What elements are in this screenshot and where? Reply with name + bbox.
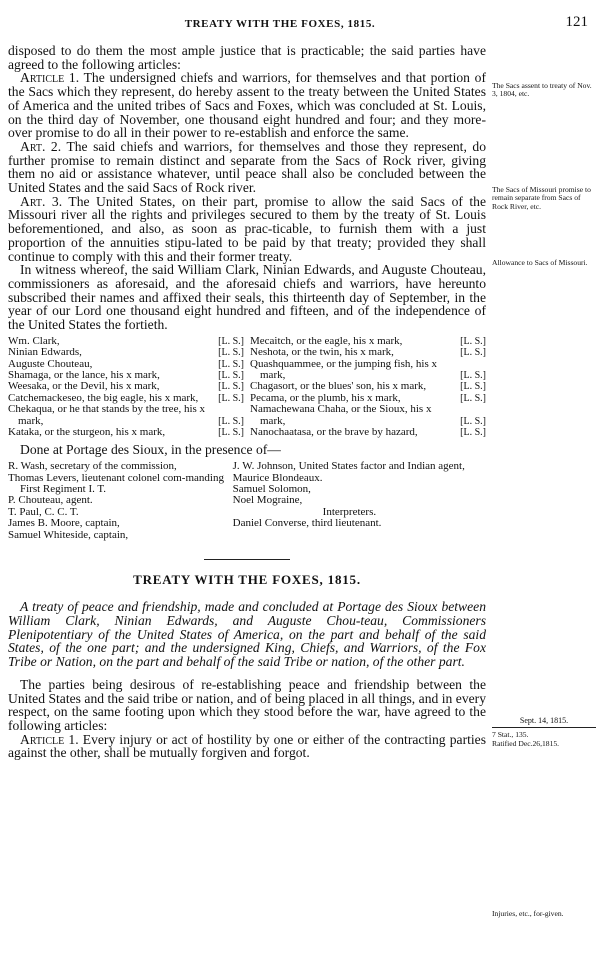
seal-mark: [L. S.] bbox=[460, 392, 486, 404]
article-3-text: The United States, on their part, promise to allow the said Sacs of the Missouri river all the rights and privileges secured to them by the treaty of St. Louis beforementioned, and also, as soon as prac-ticable, to furnish them with a just proportion of the annuities stipu-lated to be paid by that treaty; provided they shall continue to comply with this and their former treaty. bbox=[8, 193, 487, 264]
treaty-date-note: Sept. 14, 1815. bbox=[519, 716, 569, 725]
witness-entry: R. Wash, secretary of the commission, bbox=[8, 460, 177, 473]
signer-name: Wm. Clark, bbox=[8, 334, 60, 347]
seal-mark: [L. S.] bbox=[218, 381, 244, 393]
article-2-text: The said chiefs and warriors, for themselves and those they represent, do further promise to remain distinct and separate from the Sacs of Rock river, giving them no aid or assistance whatever, until peace shall also be concluded between the United States and the said Sacs of Rock river. bbox=[8, 138, 486, 196]
ratified-note: Ratified Dec.26,1815. bbox=[492, 738, 560, 748]
witness-entry: Samuel Whiteside, captain, bbox=[8, 528, 129, 541]
main-text bbox=[8, 44, 486, 760]
margin-note-4: Injuries, etc., for-given. bbox=[492, 909, 564, 918]
signature-entry bbox=[250, 427, 486, 438]
seal-mark: [L. S.] bbox=[218, 427, 244, 439]
seal-mark: [L. S.] bbox=[218, 335, 244, 347]
signature-entry bbox=[250, 404, 486, 427]
margin-date-block bbox=[492, 717, 596, 748]
margin-rule bbox=[492, 727, 596, 728]
signature-column-right bbox=[250, 336, 486, 439]
seal-mark: [L. S.] bbox=[218, 415, 244, 427]
section-divider bbox=[204, 559, 290, 560]
seal-mark: [L. S.] bbox=[218, 392, 244, 404]
article-1-paragraph bbox=[8, 71, 486, 140]
witness-column-right bbox=[233, 461, 486, 541]
signature-column-left bbox=[8, 336, 250, 439]
article-1-label: Article 1. bbox=[20, 70, 80, 86]
signer-name: Quashquammee, or the jumping fish, his x mark, bbox=[250, 357, 437, 381]
seal-mark: [L. S.] bbox=[460, 427, 486, 439]
seal-mark: [L. S.] bbox=[460, 415, 486, 427]
witness-entry: J. W. Johnson, United States factor and Indian agent, bbox=[232, 460, 465, 473]
signer-name: Auguste Chouteau, bbox=[8, 357, 93, 370]
seal-mark: [L. S.] bbox=[460, 347, 486, 359]
running-head bbox=[0, 14, 600, 34]
done-at-line: Done at Portage des Sioux, in the presence of— bbox=[20, 442, 281, 458]
signer-name: Kataka, or the sturgeon, his x mark, bbox=[8, 426, 166, 439]
witness-paragraph: In witness whereof, the said William Clark, Ninian Edwards, and Auguste Chouteau, commissioners as aforesaid, and the aforesaid chiefs and warriors, have hereunto subscribed their names and affixed their seals, this thirteenth day of September, in the year of our Lord one thousand eight hundred and fifteen, and of the independence of the United States the fortieth. bbox=[8, 262, 486, 333]
signature-entry bbox=[8, 404, 244, 427]
witness-entry: P. Chouteau, agent. bbox=[8, 494, 93, 507]
article-2-paragraph bbox=[8, 140, 486, 195]
running-head-title: TREATY WITH THE FOXES, 1815. bbox=[184, 18, 376, 30]
treaty-intro-paragraph: The parties being desirous of re-establishing peace and friendship between the United States and the said tribe or nation, and of being placed in all things, and in every respect, on the same footing upon which they stood before the war, have agreed to the following articles: bbox=[8, 676, 486, 734]
seal-mark: [L. S.] bbox=[460, 369, 486, 381]
signer-name: Namachewana Chaha, or the Sioux, his x mark, bbox=[250, 403, 432, 427]
article-1-text: The undersigned chiefs and warriors, for themselves and that portion of the Sacs which they represent, do hereby assent to the treaty between the United States of America and the united tribes of Sacs and Foxes, which was concluded at St. Louis, on the third day of November, one thousand eight hundred and four; and they more-over promise to do all in their power to re-establish and enforce the same. bbox=[8, 70, 486, 141]
witness-entry: Thomas Levers, lieutenant colonel com-manding First Regiment I. T. bbox=[8, 471, 224, 495]
signer-name: Ninian Edwards, bbox=[8, 346, 82, 359]
article-3-label: Art. 3. bbox=[20, 193, 63, 209]
signature-entry bbox=[8, 347, 244, 358]
continuation-paragraph: disposed to do them the most ample justice that is practicable; the said parties have agreed to the following articles: bbox=[8, 43, 486, 72]
signature-entry bbox=[8, 427, 244, 438]
witness-entry: Daniel Converse, third lieutenant. bbox=[232, 517, 382, 530]
witness-block bbox=[8, 461, 486, 541]
seal-mark: [L. S.] bbox=[218, 358, 244, 370]
statute-note: 7 Stat., 135. bbox=[492, 730, 529, 740]
treaty-heading: TREATY WITH THE FOXES, 1815. bbox=[133, 571, 361, 587]
signer-name: Weesaka, or the Devil, his x mark, bbox=[8, 380, 160, 393]
witness-entry: T. Paul, C. C. T. bbox=[8, 505, 79, 518]
witness-entry: James B. Moore, captain, bbox=[8, 517, 120, 530]
signature-block bbox=[8, 336, 486, 439]
witness-entry: Maurice Blondeaux. bbox=[232, 471, 323, 484]
signer-name: Catchemackeseo, the big eagle, his x mark, bbox=[8, 391, 199, 404]
signer-name: Mecaitch, or the eagle, his x mark, bbox=[250, 334, 403, 347]
signature-entry bbox=[250, 359, 486, 382]
signature-entry bbox=[250, 347, 486, 358]
signer-name: Chekaqua, or he that stands by the tree, his x mark, bbox=[8, 403, 206, 427]
fox-article-1-text: Every injury or act of hostility by one or either of the contracting parties against the other, shall be mutually forgiven and forgot. bbox=[8, 731, 486, 761]
page-number: 121 bbox=[565, 14, 588, 30]
fox-article-1-paragraph bbox=[8, 733, 486, 760]
interpreters-label: Interpreters. bbox=[322, 505, 377, 518]
witness-entry: Samuel Solomon, bbox=[232, 482, 311, 495]
signer-name: Neshota, or the twin, his x mark, bbox=[250, 346, 394, 359]
witness-entry: Noel Mograine, bbox=[232, 494, 303, 507]
seal-mark: [L. S.] bbox=[460, 335, 486, 347]
article-2-label: Art. 2. bbox=[20, 138, 62, 154]
treaty-preamble: A treaty of peace and friendship, made and concluded at Portage des Sioux between William Clark, Ninian Edwards, and Auguste Chou-teau, Commissioners Plenipotentiary of the United States of America, on the part and behalf of the said States, of the one part; and the undersigned King, Chiefs, and Warriors, of the Fox Tribe or Nation, on the part and behalf of the said Tribe or nation, of the other part. bbox=[8, 598, 486, 670]
signer-name: Nanochaatasa, or the brave by hazard, bbox=[250, 426, 418, 439]
seal-mark: [L. S.] bbox=[218, 369, 244, 381]
seal-mark: [L. S.] bbox=[460, 381, 486, 393]
witness-column-left bbox=[8, 461, 233, 541]
seal-mark: [L. S.] bbox=[218, 347, 244, 359]
signer-name: Pecama, or the plumb, his x mark, bbox=[250, 391, 401, 404]
margin-note-2: The Sacs of Missouri promise to remain separate from Sacs of Rock River, etc. bbox=[492, 185, 591, 211]
margin-note-1: The Sacs assent to treaty of Nov. 3, 1804, etc. bbox=[492, 81, 592, 99]
fox-article-1-label: Article 1. bbox=[20, 731, 79, 747]
signer-name: Shamaga, or the lance, his x mark, bbox=[8, 368, 160, 381]
margin-note-3: Allowance to Sacs of Missouri. bbox=[492, 258, 588, 267]
article-3-paragraph bbox=[8, 195, 486, 264]
signer-name: Chagasort, or the blues' son, his x mark, bbox=[250, 380, 427, 393]
